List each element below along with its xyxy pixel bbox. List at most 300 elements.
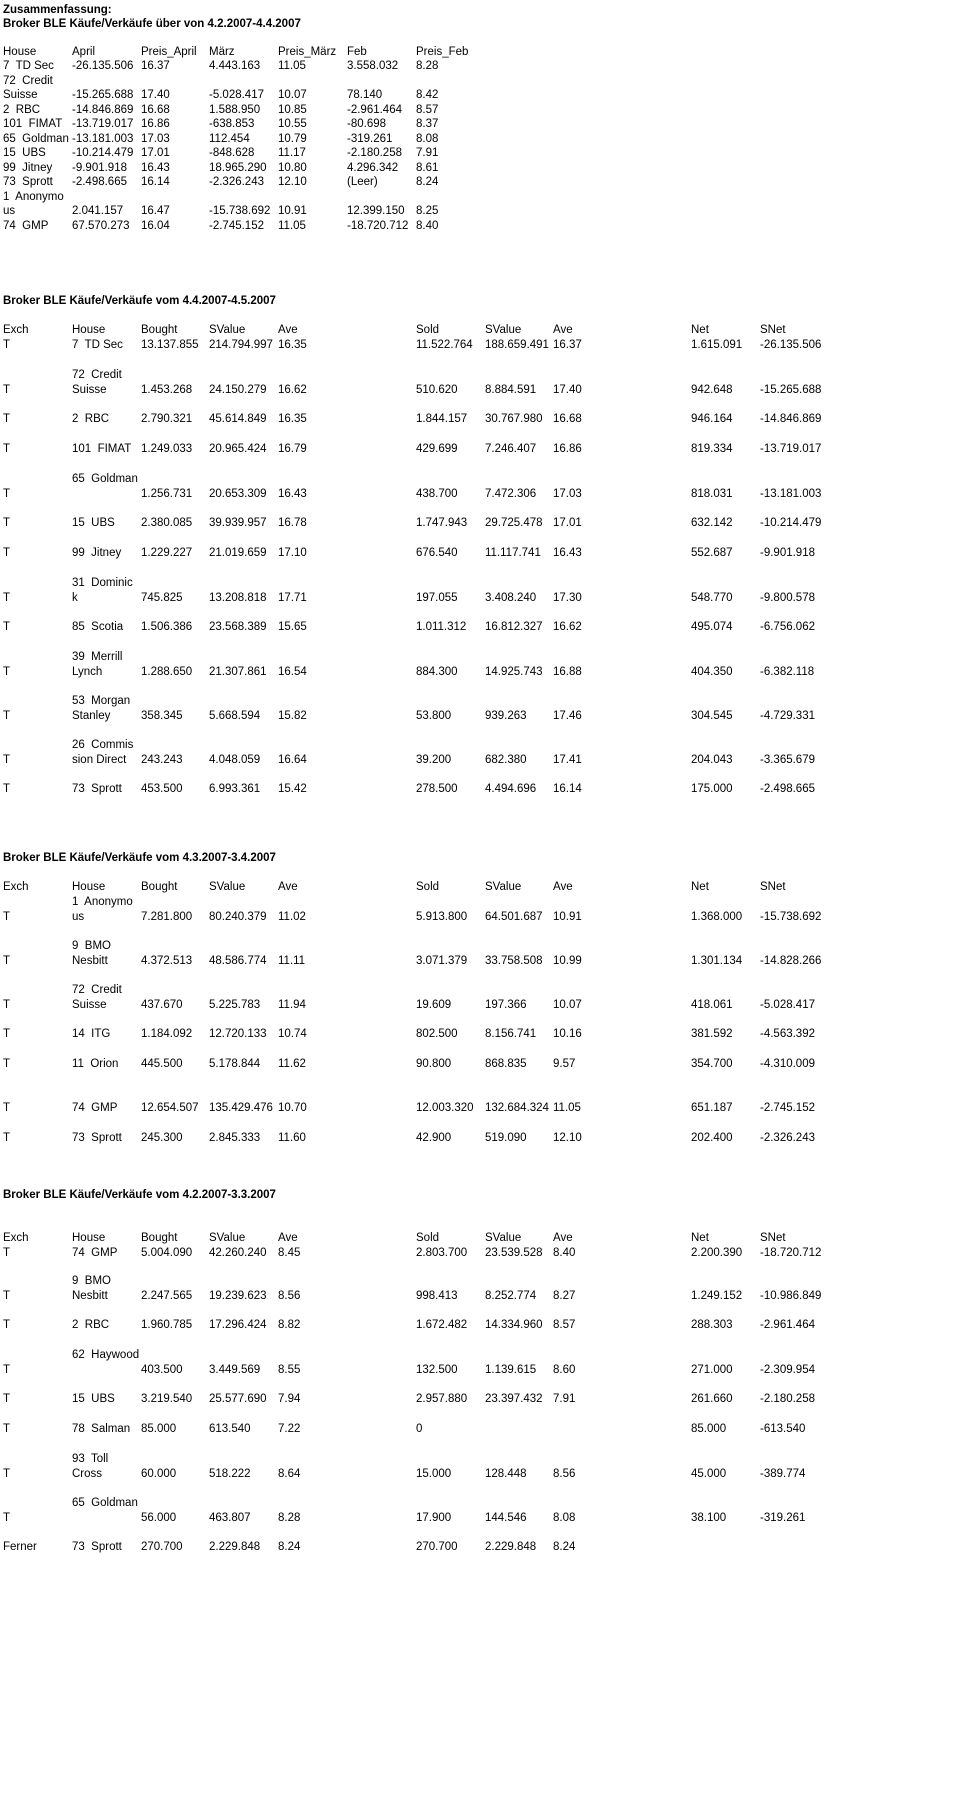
- summary-cell-preis-maerz: 10.85: [278, 103, 307, 116]
- svalue-cell: 80.240.379: [209, 911, 267, 923]
- summary-cell-maerz: 1.588.950: [209, 103, 261, 116]
- exch-cell: T: [3, 999, 11, 1011]
- sold-cell: 1.747.943: [416, 517, 468, 529]
- house-cell: 85 Scotia: [72, 621, 124, 633]
- exch-cell: T: [3, 592, 11, 604]
- house-cell: 73 Sprott: [72, 783, 122, 795]
- svalue-cell: 5.668.594: [209, 710, 261, 722]
- svalue2-cell: 11.117.741: [485, 547, 541, 559]
- ave-cell: 11.11: [278, 955, 306, 967]
- ave2-cell: 8.27: [553, 1290, 576, 1302]
- report-title: Zusammenfassung:: [3, 4, 112, 16]
- net-cell: 495.074: [691, 621, 733, 633]
- snet-cell: -18.720.712: [760, 1247, 822, 1259]
- exch-cell: T: [3, 666, 11, 678]
- svalue2-cell: 3.408.240: [485, 592, 537, 604]
- summary-cell-preis-april: 16.14: [141, 176, 170, 188]
- exch-cell: T: [3, 413, 11, 425]
- column-header-bought: Bought: [141, 1232, 178, 1244]
- column-header-bought: Bought: [141, 324, 178, 336]
- house-cell: 74 GMP: [72, 1102, 118, 1114]
- net-cell: 304.545: [691, 710, 733, 722]
- house-cell: 73 Sprott: [72, 1132, 122, 1144]
- house-cell: 11 Orion: [72, 1058, 119, 1070]
- bought-cell: 2.380.085: [141, 517, 193, 529]
- summary-cell-preis-maerz: 10.80: [278, 161, 307, 174]
- house-cell: 65 Goldman: [72, 1497, 138, 1509]
- summary-cell-april: -14.846.869: [72, 103, 134, 116]
- summary-cell-maerz: 18.965.290: [209, 161, 267, 174]
- sold-cell: 802.500: [416, 1028, 458, 1040]
- svalue2-cell: 868.835: [485, 1058, 527, 1070]
- bought-cell: 1.288.650: [141, 666, 193, 678]
- ave2-cell: 9.57: [553, 1058, 576, 1070]
- svalue-cell: 45.614.849: [209, 413, 267, 425]
- column-header-house: House: [72, 324, 106, 336]
- svalue2-cell: 519.090: [485, 1132, 527, 1144]
- summary-cell-preis-maerz: 10.07: [278, 88, 307, 101]
- column-header-net: Net: [691, 1232, 709, 1244]
- svalue-cell: 518.222: [209, 1468, 251, 1480]
- svalue2-cell: 29.725.478: [485, 517, 543, 529]
- house-cell: 15 UBS: [72, 1393, 115, 1405]
- sold-cell: 132.500: [416, 1364, 458, 1376]
- summary-cell-preis-feb: 8.08: [416, 132, 439, 145]
- house-cell: 2 RBC: [72, 1319, 110, 1331]
- svalue-cell: 613.540: [209, 1423, 251, 1435]
- column-header-ave: Ave: [553, 324, 573, 336]
- column-header-exch: Exch: [3, 881, 29, 893]
- svalue-cell: 4.048.059: [209, 754, 261, 766]
- svalue2-cell: 144.546: [485, 1512, 527, 1524]
- bought-cell: 745.825: [141, 592, 183, 604]
- ave2-cell: 16.86: [553, 443, 582, 455]
- ave-cell: 10.74: [278, 1028, 307, 1040]
- column-header-snet: SNet: [760, 881, 786, 893]
- svalue2-cell: 2.229.848: [485, 1541, 537, 1553]
- summary-cell-feb: 4.296.342: [347, 161, 399, 174]
- ave2-cell: 17.03: [553, 488, 582, 500]
- summary-column-header: Preis_April: [141, 46, 197, 58]
- bought-cell: 2.247.565: [141, 1290, 193, 1302]
- house-cell: 78 Salman: [72, 1423, 131, 1435]
- house-cell: 31 Dominic k: [72, 577, 133, 604]
- bought-cell: 1.256.731: [141, 488, 193, 500]
- ave2-cell: 8.24: [553, 1541, 576, 1553]
- sold-cell: 17.900: [416, 1512, 452, 1524]
- summary-cell-preis-april: 17.03: [141, 132, 170, 145]
- svalue2-cell: 30.767.980: [485, 413, 543, 425]
- sold-cell: 998.413: [416, 1290, 458, 1302]
- sold-cell: 53.800: [416, 710, 452, 722]
- ave-cell: 11.02: [278, 911, 306, 923]
- summary-column-header: April: [72, 46, 96, 58]
- ave2-cell: 17.40: [553, 384, 582, 396]
- net-cell: 1.301.134: [691, 955, 743, 967]
- ave2-cell: 10.16: [553, 1028, 582, 1040]
- house-cell: 74 GMP: [72, 1247, 118, 1259]
- summary-house-cell: 99 Jitney: [3, 161, 53, 174]
- exch-cell: T: [3, 1132, 11, 1144]
- net-cell: 38.100: [691, 1512, 727, 1524]
- svalue2-cell: 16.812.327: [485, 621, 543, 633]
- svalue2-cell: 7.472.306: [485, 488, 537, 500]
- summary-cell-preis-april: 16.37: [141, 60, 170, 72]
- sold-cell: 90.800: [416, 1058, 452, 1070]
- svalue2-cell: 1.139.615: [485, 1364, 537, 1376]
- sold-cell: 42.900: [416, 1132, 452, 1144]
- summary-column-header: Feb: [347, 46, 367, 58]
- net-cell: 819.334: [691, 443, 733, 455]
- bought-cell: 358.345: [141, 710, 183, 722]
- sold-cell: 12.003.320: [416, 1102, 474, 1114]
- ave2-cell: 8.57: [553, 1319, 576, 1331]
- svalue-cell: 42.260.240: [209, 1247, 267, 1259]
- ave-cell: 16.62: [278, 384, 307, 396]
- house-cell: 1 Anonymo us: [72, 896, 133, 923]
- svalue-cell: 19.239.623: [209, 1290, 267, 1302]
- ave2-cell: 17.30: [553, 592, 582, 604]
- summary-house-cell: 15 UBS: [3, 147, 46, 159]
- snet-cell: -14.828.266: [760, 955, 822, 967]
- ave-cell: 15.82: [278, 710, 307, 722]
- exch-cell: T: [3, 339, 11, 351]
- house-cell: 53 Morgan Stanley: [72, 695, 131, 722]
- exch-cell: T: [3, 1319, 11, 1331]
- net-cell: 418.061: [691, 999, 733, 1011]
- exch-cell: T: [3, 1058, 11, 1070]
- summary-cell-preis-maerz: 11.05: [278, 219, 306, 232]
- sold-cell: 676.540: [416, 547, 458, 559]
- house-cell: 65 Goldman: [72, 473, 138, 485]
- sold-cell: 510.620: [416, 384, 458, 396]
- svalue2-cell: 64.501.687: [485, 911, 543, 923]
- exch-cell: T: [3, 1102, 11, 1114]
- snet-cell: -15.738.692: [760, 911, 822, 923]
- ave2-cell: 16.68: [553, 413, 582, 425]
- summary-cell-preis-maerz: 12.10: [278, 176, 307, 188]
- ave2-cell: 17.01: [553, 517, 582, 529]
- summary-cell-feb: -319.261: [347, 132, 393, 145]
- bought-cell: 1.506.386: [141, 621, 193, 633]
- svalue-cell: 24.150.279: [209, 384, 267, 396]
- svalue-cell: 20.965.424: [209, 443, 267, 455]
- exch-cell: T: [3, 1393, 11, 1405]
- summary-house-cell: 65 Goldman: [3, 132, 69, 145]
- bought-cell: 2.790.321: [141, 413, 193, 425]
- net-cell: 354.700: [691, 1058, 733, 1070]
- svalue-cell: 463.807: [209, 1512, 251, 1524]
- svalue2-cell: 7.246.407: [485, 443, 537, 455]
- ave2-cell: 17.46: [553, 710, 582, 722]
- exch-cell: T: [3, 1468, 11, 1480]
- summary-cell-maerz: 4.443.163: [209, 60, 261, 72]
- net-cell: 2.200.390: [691, 1247, 743, 1259]
- net-cell: 271.000: [691, 1364, 733, 1376]
- summary-cell-april: -2.498.665: [72, 176, 127, 188]
- ave-cell: 11.94: [278, 999, 306, 1011]
- column-header-svalue: SValue: [485, 1232, 522, 1244]
- ave2-cell: 16.88: [553, 666, 582, 678]
- svalue-cell: 3.449.569: [209, 1364, 261, 1376]
- svalue-cell: 48.586.774: [209, 955, 267, 967]
- svalue2-cell: 14.334.960: [485, 1319, 543, 1331]
- summary-house-cell: 101 FIMAT: [3, 118, 63, 130]
- svalue2-cell: 23.539.528: [485, 1247, 543, 1259]
- net-cell: 202.400: [691, 1132, 733, 1144]
- bought-cell: 245.300: [141, 1132, 183, 1144]
- exch-cell: T: [3, 517, 11, 529]
- ave-cell: 15.65: [278, 621, 307, 633]
- ave-cell: 16.78: [278, 517, 307, 529]
- ave2-cell: 16.14: [553, 783, 582, 795]
- column-header-ave: Ave: [278, 881, 298, 893]
- bought-cell: 453.500: [141, 783, 183, 795]
- exch-cell: T: [3, 1028, 11, 1040]
- ave-cell: 8.56: [278, 1290, 301, 1302]
- snet-cell: -10.214.479: [760, 517, 822, 529]
- column-header-svalue: SValue: [485, 324, 522, 336]
- net-cell: 1.615.091: [691, 339, 743, 351]
- exch-cell: T: [3, 621, 11, 633]
- svalue-cell: 214.794.997: [209, 339, 273, 351]
- summary-house-cell: 74 GMP: [3, 219, 49, 232]
- ave-cell: 17.71: [278, 592, 307, 604]
- sold-cell: 1.011.312: [416, 621, 467, 633]
- sold-cell: 884.300: [416, 666, 458, 678]
- ave2-cell: 10.99: [553, 955, 582, 967]
- house-cell: 15 UBS: [72, 517, 115, 529]
- svalue2-cell: 188.659.491: [485, 339, 549, 351]
- svalue-cell: 2.229.848: [209, 1541, 261, 1553]
- svalue2-cell: 197.366: [485, 999, 527, 1011]
- bought-cell: 1.453.268: [141, 384, 193, 396]
- summary-cell-feb: -2.961.464: [347, 103, 402, 116]
- column-header-sold: Sold: [416, 324, 440, 336]
- section-title: Broker BLE Käufe/Verkäufe vom 4.4.2007-4.5.2007: [3, 295, 276, 307]
- net-cell: 381.592: [691, 1028, 733, 1040]
- net-cell: 632.142: [691, 517, 733, 529]
- summary-cell-preis-feb: 8.37: [416, 118, 439, 130]
- house-cell: 9 BMO Nesbitt: [72, 940, 111, 967]
- house-cell: 73 Sprott: [72, 1541, 122, 1553]
- svalue2-cell: 939.263: [485, 710, 527, 722]
- svalue2-cell: 8.252.774: [485, 1290, 537, 1302]
- svalue2-cell: 23.397.432: [485, 1393, 543, 1405]
- snet-cell: -6.756.062: [760, 621, 815, 633]
- column-header-net: Net: [691, 324, 709, 336]
- summary-cell-maerz: -2.326.243: [209, 176, 264, 188]
- exch-cell: T: [3, 1247, 11, 1259]
- summary-cell-maerz: -2.745.152: [209, 219, 264, 232]
- sold-cell: 5.913.800: [416, 911, 468, 923]
- snet-cell: -2.326.243: [760, 1132, 815, 1144]
- summary-cell-april: -15.265.688: [72, 88, 134, 101]
- summary-column-header: Preis_März: [278, 46, 337, 58]
- svalue-cell: 13.208.818: [209, 592, 267, 604]
- house-cell: 39 Merrill Lynch: [72, 651, 123, 678]
- column-header-snet: SNet: [760, 324, 786, 336]
- net-cell: 288.303: [691, 1319, 733, 1331]
- summary-cell-april: 67.570.273: [72, 219, 130, 232]
- ave-cell: 8.45: [278, 1247, 301, 1259]
- summary-cell-preis-feb: 8.24: [416, 176, 439, 188]
- summary-cell-preis-april: 16.86: [141, 118, 170, 130]
- summary-cell-feb: -2.180.258: [347, 147, 402, 159]
- bought-cell: 12.654.507: [141, 1102, 199, 1114]
- svalue2-cell: 8.156.741: [485, 1028, 537, 1040]
- net-cell: 548.770: [691, 592, 733, 604]
- exch-cell: T: [3, 754, 11, 766]
- sold-cell: 197.055: [416, 592, 458, 604]
- column-header-exch: Exch: [3, 324, 29, 336]
- net-cell: 404.350: [691, 666, 733, 678]
- summary-house-cell: 2 RBC: [3, 103, 41, 116]
- ave-cell: 7.22: [278, 1423, 301, 1435]
- summary-cell-preis-maerz: 11.05: [278, 60, 306, 72]
- exch-cell: T: [3, 384, 11, 396]
- column-header-svalue: SValue: [485, 881, 522, 893]
- net-cell: 261.660: [691, 1393, 733, 1405]
- net-cell: 85.000: [691, 1423, 727, 1435]
- sold-cell: 1.844.157: [416, 413, 468, 425]
- summary-cell-preis-april: 16.04: [141, 219, 170, 232]
- exch-cell: T: [3, 955, 11, 967]
- sold-cell: 270.700: [416, 1541, 458, 1553]
- summary-cell-preis-april: 17.01: [141, 147, 170, 159]
- sold-cell: 1.672.482: [416, 1319, 468, 1331]
- exch-cell: T: [3, 783, 11, 795]
- column-header-sold: Sold: [416, 881, 440, 893]
- summary-cell-preis-feb: 7.91: [416, 147, 439, 159]
- summary-cell-april: 2.041.157: [72, 204, 124, 217]
- snet-cell: -2.180.258: [760, 1393, 815, 1405]
- bought-cell: 445.500: [141, 1058, 183, 1070]
- summary-cell-feb: 3.558.032: [347, 60, 399, 72]
- summary-cell-maerz: 112.454: [209, 132, 250, 145]
- net-cell: 552.687: [691, 547, 733, 559]
- snet-cell: -9.901.918: [760, 547, 815, 559]
- summary-house-cell: 1 Anonymo us: [3, 190, 64, 217]
- house-cell: 72 Credit Suisse: [72, 984, 122, 1011]
- net-cell: 45.000: [691, 1468, 727, 1480]
- snet-cell: -4.310.009: [760, 1058, 815, 1070]
- house-cell: 9 BMO Nesbitt: [72, 1275, 111, 1302]
- summary-cell-preis-april: 16.47: [141, 204, 170, 217]
- ave-cell: 16.35: [278, 413, 307, 425]
- summary-house-cell: 72 Credit Suisse: [3, 74, 53, 101]
- summary-cell-april: -13.181.003: [72, 132, 134, 145]
- snet-cell: -2.961.464: [760, 1319, 815, 1331]
- ave2-cell: 10.07: [553, 999, 582, 1011]
- exch-cell: T: [3, 1423, 11, 1435]
- snet-cell: -3.365.679: [760, 754, 815, 766]
- summary-house-cell: 7 TD Sec: [3, 60, 54, 72]
- summary-cell-preis-feb: 8.42: [416, 88, 439, 101]
- svalue-cell: 20.653.309: [209, 488, 267, 500]
- summary-column-header: House: [3, 46, 37, 58]
- net-cell: 204.043: [691, 754, 733, 766]
- snet-cell: -14.846.869: [760, 413, 822, 425]
- exch-cell: T: [3, 443, 11, 455]
- ave-cell: 10.70: [278, 1102, 307, 1114]
- snet-cell: -6.382.118: [760, 666, 815, 678]
- svalue-cell: 5.225.783: [209, 999, 261, 1011]
- snet-cell: -613.540: [760, 1423, 806, 1435]
- ave-cell: 17.10: [278, 547, 307, 559]
- ave2-cell: 8.08: [553, 1512, 576, 1524]
- snet-cell: -4.729.331: [760, 710, 815, 722]
- ave2-cell: 12.10: [553, 1132, 582, 1144]
- bought-cell: 4.372.513: [141, 955, 193, 967]
- house-cell: 62 Haywood: [72, 1349, 140, 1361]
- column-header-sold: Sold: [416, 1232, 440, 1244]
- snet-cell: -10.986.849: [760, 1290, 822, 1302]
- column-header-net: Net: [691, 881, 709, 893]
- ave-cell: 8.64: [278, 1468, 301, 1480]
- snet-cell: -13.719.017: [760, 443, 822, 455]
- exch-cell: T: [3, 1364, 11, 1376]
- exch-cell: T: [3, 547, 11, 559]
- sold-cell: 2.957.880: [416, 1393, 468, 1405]
- ave2-cell: 11.05: [553, 1102, 581, 1114]
- snet-cell: -2.309.954: [760, 1364, 815, 1376]
- svalue2-cell: 132.684.324: [485, 1102, 549, 1114]
- bought-cell: 243.243: [141, 754, 183, 766]
- house-cell: 93 Toll Cross: [72, 1453, 109, 1480]
- summary-cell-feb: 78.140: [347, 88, 383, 101]
- summary-cell-preis-feb: 8.25: [416, 204, 439, 217]
- exch-cell: T: [3, 710, 11, 722]
- exch-cell: T: [3, 911, 11, 923]
- sold-cell: 2.803.700: [416, 1247, 468, 1259]
- summary-cell-preis-april: 16.68: [141, 103, 170, 116]
- summary-cell-feb: -18.720.712: [347, 219, 409, 232]
- bought-cell: 56.000: [141, 1512, 177, 1524]
- snet-cell: -15.265.688: [760, 384, 822, 396]
- summary-cell-preis-april: 16.43: [141, 161, 170, 174]
- bought-cell: 1.184.092: [141, 1028, 193, 1040]
- ave-cell: 16.43: [278, 488, 307, 500]
- ave2-cell: 16.37: [553, 339, 582, 351]
- summary-cell-feb: (Leer): [347, 176, 378, 188]
- net-cell: 1.368.000: [691, 911, 743, 923]
- bought-cell: 1.960.785: [141, 1319, 193, 1331]
- sold-cell: 438.700: [416, 488, 458, 500]
- svalue-cell: 2.845.333: [209, 1132, 261, 1144]
- sold-cell: 429.699: [416, 443, 458, 455]
- ave-cell: 11.62: [278, 1058, 306, 1070]
- svalue-cell: 39.939.957: [209, 517, 267, 529]
- bought-cell: 7.281.800: [141, 911, 193, 923]
- exch-cell: T: [3, 1512, 11, 1524]
- ave2-cell: 17.41: [553, 754, 582, 766]
- summary-cell-feb: 12.399.150: [347, 204, 405, 217]
- ave-cell: 16.35: [278, 339, 307, 351]
- column-header-svalue: SValue: [209, 881, 246, 893]
- column-header-house: House: [72, 1232, 106, 1244]
- ave2-cell: 8.56: [553, 1468, 576, 1480]
- summary-cell-preis-maerz: 10.79: [278, 132, 307, 145]
- bought-cell: 13.137.855: [141, 339, 199, 351]
- summary-column-header: Preis_Feb: [416, 46, 469, 58]
- ave2-cell: 16.43: [553, 547, 582, 559]
- snet-cell: -13.181.003: [760, 488, 822, 500]
- sold-cell: 278.500: [416, 783, 458, 795]
- bought-cell: 270.700: [141, 1541, 183, 1553]
- svalue-cell: 6.993.361: [209, 783, 261, 795]
- section-title: Broker BLE Käufe/Verkäufe vom 4.3.2007-3.4.2007: [3, 852, 276, 864]
